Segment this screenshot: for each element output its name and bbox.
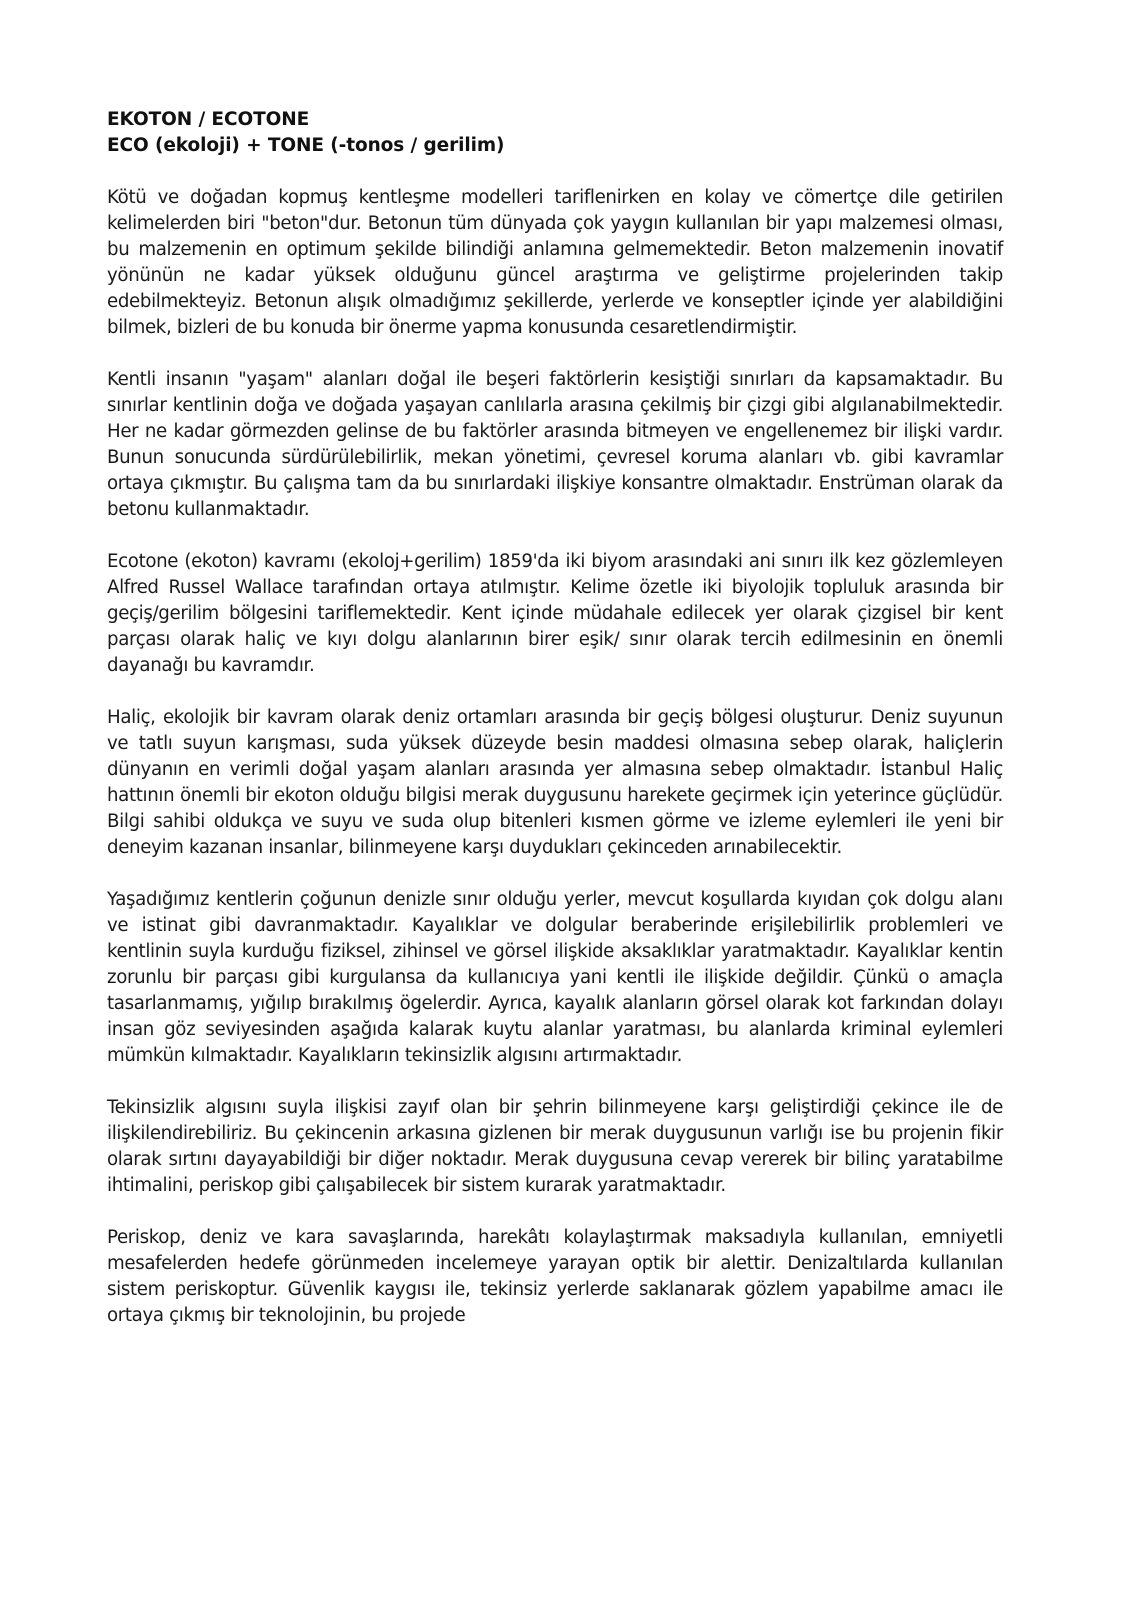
document-subtitle: ECO (ekoloji) + TONE (-tonos / gerilim) xyxy=(107,135,505,156)
paragraph-halic: Haliç, ekolojik bir kavram olarak deniz ortamları arasında bir geçiş bölgesi oluşturur. Deniz suyunun ve tatlı suyun karışması, suda yüksek düzeyde besin maddesi olmasına sebep olarak, haliçlerin dünyanın en verimli doğal yaşam alanları arasında yer almasına sebep olmaktadır. İstanbul Haliç hattının önemli bir ekoton olduğu bilgisi merak duygusunu harekete geçirmek için yeterince güçlüdür. Bilgi sahibi oldukça ve suyu ve suda olup bitenleri kısmen görme ve izleme eylemleri ile yeni bir deneyim kazanan insanlar, bilinmeyene karşı duydukları çekinceden arınabilecektir. xyxy=(107,707,1003,858)
paragraph-ecotone-kavrami: Ecotone (ekoton) kavramı (ekoloj+gerilim) 1859'da iki biyom arasındaki ani sınırı ilk kez gözlemleyen Alfred Russel Wallace tarafından ortaya atılmıştır. Kelime özetle iki biyolojik topluluk arasında bir geçiş/gerilim bölgesini tariflemektedir. Kent içinde müdahale edilecek yer olarak çizgisel bir kent parçası olarak haliç ve kıyı dolgu alanlarının birer eşik/ sınır olarak tercih edilmesinin en önemli dayanağı bu kavramdır. xyxy=(107,551,1003,676)
title-block xyxy=(107,107,1003,159)
paragraph-periskop: Periskop, deniz ve kara savaşlarında, harekâtı kolaylaştırmak maksadıyla kullanılan, emniyetli mesafelerden hedefe görünmeden incelemeye yarayan optik bir alettir. Denizaltılarda kullanılan sistem periskoptur. Güvenlik kaygısı ile, tekinsiz yerlerde saklanarak gözlem yapabilme amacı ile ortaya çıkmış bir teknolojinin, bu projede xyxy=(107,1227,1003,1326)
paragraph-kayaliklar: Yaşadığımız kentlerin çoğunun denizle sınır olduğu yerler, mevcut koşullarda kıyıdan çok dolgu alanı ve istinat gibi davranmaktadır. Kayalıklar ve dolgular beraberinde erişilebilirlik problemleri ve kentlinin suyla kurduğu fiziksel, zihinsel ve görsel ilişkide aksaklıklar yaratmaktadır. Kayalıklar kentin zorunlu bir parçası gibi kurgulansa da kullanıcıya yani kentli ile ilişkide değildir. Çünkü o amaçla tasarlanmamış, yığılıp bırakılmış ögelerdir. Ayrıca, kayalık alanların görsel olarak kot farkından dolayı insan göz seviyesinden aşağıda kalarak kuytu alanlar yaratması, bu alanlarda kriminal eylemleri mümkün kılmaktadır. Kayalıkların tekinsizlik algısını artırmaktadır. xyxy=(107,889,1003,1066)
document-title: EKOTON / ECOTONE xyxy=(107,109,310,130)
document-page xyxy=(107,107,1003,1329)
paragraph-beton: Kötü ve doğadan kopmuş kentleşme modelleri tariflenirken en kolay ve cömertçe dile getirilen kelimelerden biri "beton"dur. Betonun tüm dünyada çok yaygın kullanılan bir yapı malzemesi olması, bu malzemenin en optimum şekilde bilindiği anlamına gelmemektedir. Beton malzemenin inovatif yönünün ne kadar yüksek olduğunu güncel araştırma ve geliştirme projelerinden takip edebilmekteyiz. Betonun alışık olmadığımız şekillerde, yerlerde ve konseptler içinde yer alabildiğini bilmek, bizleri de bu konuda bir önerme yapma konusunda cesaretlendirmiştir. xyxy=(107,187,1003,338)
paragraph-tekinsizlik: Tekinsizlik algısını suyla ilişkisi zayıf olan bir şehrin bilinmeyene karşı geliştirdiği çekince ile de ilişkilendirebiliriz. Bu çekincenin arkasına gizlenen bir merak duygusunun varlığı ise bu projenin fikir olarak sırtını dayayabildiği bir diğer noktadır. Merak duygusuna cevap vererek bir bilinç yaratabilme ihtimalini, periskop gibi çalışabilecek bir sistem kurarak yaratmaktadır. xyxy=(107,1097,1003,1196)
paragraph-kentli-insan: Kentli insanın "yaşam" alanları doğal ile beşeri faktörlerin kesiştiği sınırları da kapsamaktadır. Bu sınırlar kentlinin doğa ve doğada yaşayan canlılarla arasına çekilmiş bir çizgi gibi algılanabilmektedir. Her ne kadar görmezden gelinse de bu faktörler arasında bitmeyen ve engellenemez bir ilişki vardır. Bunun sonucunda sürdürülebilirlik, mekan yönetimi, çevresel koruma alanları vb. gibi kavramlar ortaya çıkmıştır. Bu çalışma tam da bu sınırlardaki ilişkiye konsantre olmaktadır. Enstrüman olarak da betonu kullanmaktadır. xyxy=(107,369,1003,520)
